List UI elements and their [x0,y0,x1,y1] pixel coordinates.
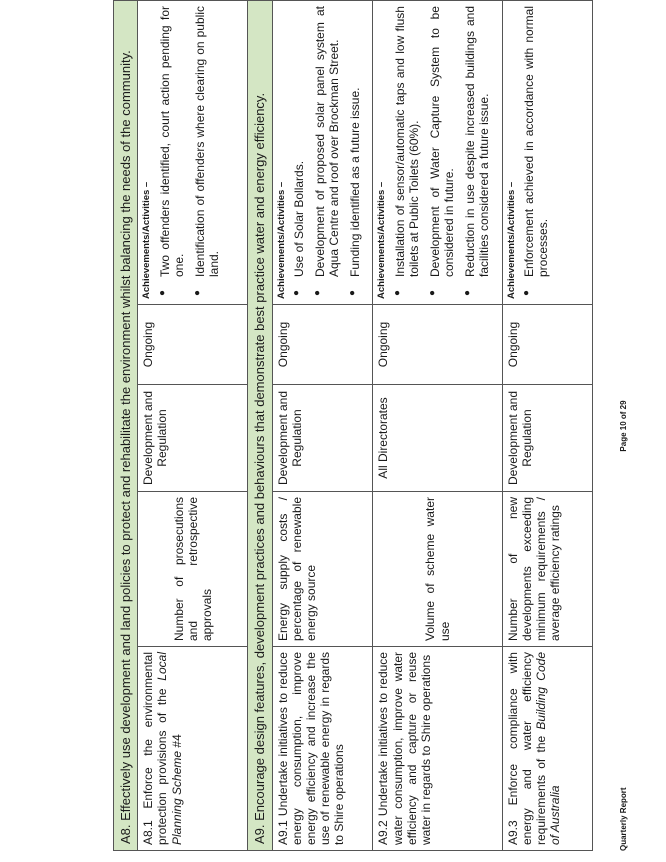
list-item: ● Enforcement achieved in accordance with normal processes. [520,6,550,296]
achievements-title: Achievements/Activities – [141,181,153,299]
achievements-cell [272,1,373,305]
list-item: ● Identification of offenders where clearing on public land. [191,6,221,296]
measure-cell: Volume of scheme water use [373,492,502,647]
list-item: ● Development of Water Capture System to be considered in future. [427,6,457,296]
section-heading-row [248,1,272,851]
achievements-cell [138,1,248,305]
achievements-title: Achievements/Activities – [505,181,517,299]
action-text: A8.1 Enforce the environmental protection provisions of the [141,652,170,845]
action-cell [138,647,248,851]
action-text-suffix: #4 [169,734,184,751]
section-heading: A9. Encourage design features, development practices and behaviours that demonstrate best practice water and energy efficiency. [248,1,272,851]
achievements-title: Achievements/Activities – [275,181,287,299]
measure-cell: Number of new developments exceeding minimum requirements / average efficiency ratings [502,492,592,647]
list-item: ● Installation of sensor/automatic taps and low flush toilets at Public Toilets (60%). [391,6,421,296]
achievements-title: Achievements/Activities – [376,181,388,299]
measure-cell: Number of prosecutions and retrospective approvals [138,492,248,647]
action-text-italic: Local Planning Scheme [155,652,184,845]
action-text: A9.3 Enforce compliance with energy and water efficiency requirements of the [505,652,548,845]
list-item: ● Use of Solar Bollards. [290,160,306,296]
section-heading: A8. Effectively use development and land policies to protect and rehabilitate the environment whilst balancing the needs of the community. [114,1,138,851]
table-row [373,1,502,851]
achievements-list [522,6,550,299]
list-item: ● Development of proposed solar panel system at Aqua Centre and roof over Brockman Street. [312,6,342,296]
rotated-page [113,1,633,851]
table-row [138,1,248,851]
achievements-list [292,6,363,299]
page-number: Page 10 of 29 [619,400,628,452]
timeframe-cell: Ongoing [373,305,502,385]
achievements-list [158,6,222,299]
responsibility-cell: Development and Regulation [502,385,592,492]
achievements-cell [502,1,592,305]
strategy-table [113,0,593,851]
list-item: ● Funding identified as a future issue. [347,87,363,296]
action-text-italic: Building Code of Australia [533,652,563,845]
timeframe-cell: Ongoing [272,305,373,385]
action-cell [373,647,502,851]
responsibility-cell: Development and Regulation [138,385,248,492]
responsibility-cell: All Directorates [373,385,502,492]
responsibility-cell: Development and Regulation [272,385,373,492]
action-text: A9.1 Undertake initiatives to reduce energy consumption, improve energy efficiency and increase the use of renewable energy in regards to Shire operations [275,652,347,845]
action-cell [502,647,592,851]
achievements-cell [373,1,502,305]
table-row [502,1,592,851]
footer-report-name: Quarterly Report [619,787,628,851]
action-text: A9.2 Undertake initiatives to reduce water consumption, improve water efficiency and capture or reuse water in regards to Shire operations [376,652,433,845]
list-item: ● Reduction in use despite increased buildings and facilities considered a future issue. [462,6,492,296]
timeframe-cell: Ongoing [502,305,592,385]
section-heading-row [114,1,138,851]
list-item: ● Two offenders identified, court action pending for one. [156,6,186,296]
timeframe-cell: Ongoing [138,305,248,385]
action-cell [272,647,373,851]
achievements-list [393,6,492,299]
measure-cell: Energy supply costs / percentage of renewable energy source [272,492,373,647]
table-row [272,1,373,851]
